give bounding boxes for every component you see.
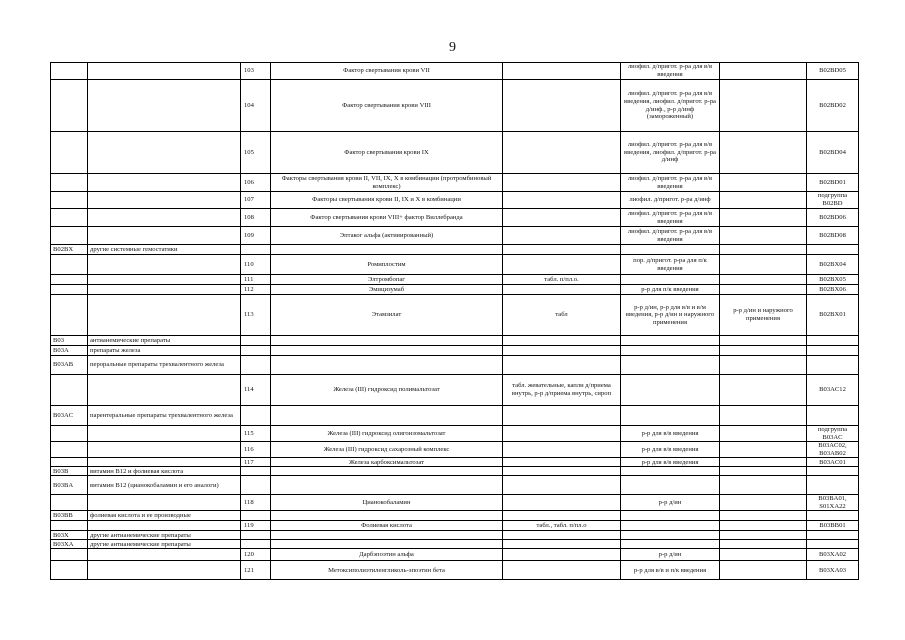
atc-reference-cell: подгруппа B03AC (807, 426, 859, 442)
form-injection-cell (621, 336, 720, 346)
item-number-cell: 113 (241, 295, 271, 336)
atc-reference-cell (807, 511, 859, 521)
table-row (51, 285, 859, 295)
form-injection-cell (621, 406, 720, 426)
form-tablet-cell (503, 245, 621, 255)
form-tablet-cell (503, 255, 621, 275)
atc-reference-cell: B03BA01, S01XA22 (807, 495, 859, 511)
form-other-cell (720, 275, 807, 285)
atc-reference-cell: B02BX01 (807, 295, 859, 336)
atc-reference-cell: B02BD08 (807, 227, 859, 245)
form-tablet-cell (503, 511, 621, 521)
atc-code-cell (51, 275, 88, 285)
item-number-cell: 103 (241, 63, 271, 80)
form-injection-cell (621, 540, 720, 549)
drug-name-cell: Фактор свертывания крови VII (271, 63, 503, 80)
form-injection-cell: лиофил. д/пригот. р-ра для в/в введения (621, 209, 720, 227)
atc-group-cell (88, 209, 241, 227)
table-row (51, 295, 859, 336)
form-tablet-cell (503, 192, 621, 209)
form-other-cell (720, 227, 807, 245)
atc-group-cell (88, 295, 241, 336)
drug-name-cell: Этамзилат (271, 295, 503, 336)
atc-reference-cell: B02BD01 (807, 174, 859, 192)
form-injection-cell: р-р д/ин (621, 549, 720, 561)
drug-name-cell: Железа (III) гидроксид олигоизомальтозат (271, 426, 503, 442)
item-number-cell (241, 511, 271, 521)
table-row (51, 406, 859, 426)
table-row (51, 245, 859, 255)
form-other-cell (720, 426, 807, 442)
atc-group-cell (88, 549, 241, 561)
table-row (51, 426, 859, 442)
item-number-cell: 106 (241, 174, 271, 192)
drug-name-cell (271, 406, 503, 426)
form-injection-cell (621, 245, 720, 255)
form-other-cell (720, 406, 807, 426)
form-injection-cell: р-р для п/к введения (621, 285, 720, 295)
atc-reference-cell: B02BX05 (807, 275, 859, 285)
item-number-cell: 117 (241, 458, 271, 467)
atc-group-cell (88, 426, 241, 442)
drug-name-cell: Железа (III) гидроксид сахарозный комплекс (271, 442, 503, 458)
drug-name-cell (271, 356, 503, 375)
form-other-cell (720, 132, 807, 174)
item-number-cell: 116 (241, 442, 271, 458)
atc-group-cell: витамин B12 (цианокобаламин и его аналоги) (88, 476, 241, 495)
atc-code-cell (51, 521, 88, 531)
form-tablet-cell (503, 209, 621, 227)
table-row (51, 467, 859, 476)
atc-group-cell: пероральные препараты трехвалентного железа (88, 356, 241, 375)
form-other-cell (720, 255, 807, 275)
atc-reference-cell: B03AC12 (807, 375, 859, 406)
form-tablet-cell (503, 467, 621, 476)
atc-group-cell (88, 174, 241, 192)
form-other-cell (720, 356, 807, 375)
form-injection-cell: р-р для в/в и п/к введения (621, 561, 720, 580)
form-other-cell (720, 80, 807, 132)
form-other-cell (720, 63, 807, 80)
form-injection-cell: лиофил. д/пригот. р-ра для в/в введения (621, 227, 720, 245)
atc-code-cell: B03AB (51, 356, 88, 375)
drug-name-cell: Фактор свертывания крови VIII+ фактор Виллебранда (271, 209, 503, 227)
atc-reference-cell (807, 356, 859, 375)
item-number-cell: 115 (241, 426, 271, 442)
drug-name-cell: Элтромбопаг (271, 275, 503, 285)
drug-table (50, 62, 859, 580)
atc-group-cell: другие антианемические препараты (88, 531, 241, 540)
table-row (51, 209, 859, 227)
form-other-cell (720, 174, 807, 192)
form-injection-cell: р-р д/ин (621, 495, 720, 511)
drug-name-cell (271, 336, 503, 346)
form-other-cell (720, 540, 807, 549)
atc-code-cell (51, 174, 88, 192)
form-tablet-cell: табл. п/пл.о. (503, 275, 621, 285)
atc-group-cell (88, 561, 241, 580)
atc-group-cell (88, 458, 241, 467)
drug-name-cell (271, 245, 503, 255)
table-row (51, 531, 859, 540)
form-tablet-cell (503, 476, 621, 495)
table-row (51, 255, 859, 275)
atc-group-cell (88, 285, 241, 295)
drug-name-cell: Фолиевая кислота (271, 521, 503, 531)
form-other-cell (720, 521, 807, 531)
form-tablet-cell (503, 285, 621, 295)
form-other-cell (720, 476, 807, 495)
form-injection-cell: р-р д/ин, р-р для в/в и в/м введения, р-р д/ин и наружного применения (621, 295, 720, 336)
atc-code-cell: B03AC (51, 406, 88, 426)
atc-code-cell (51, 458, 88, 467)
item-number-cell: 104 (241, 80, 271, 132)
atc-code-cell: B03XA (51, 540, 88, 549)
table-row (51, 561, 859, 580)
item-number-cell: 111 (241, 275, 271, 285)
drug-name-cell: Фактор свертывания крови IX (271, 132, 503, 174)
atc-code-cell: B03BA (51, 476, 88, 495)
atc-reference-cell: B02BD02 (807, 80, 859, 132)
atc-group-cell: препараты железа (88, 346, 241, 356)
form-other-cell (720, 458, 807, 467)
atc-group-cell: парентеральные препараты трехвалентного железа (88, 406, 241, 426)
form-tablet-cell (503, 426, 621, 442)
atc-group-cell: витамин B12 и фолиевая кислота (88, 467, 241, 476)
table-row (51, 336, 859, 346)
form-tablet-cell (503, 531, 621, 540)
drug-name-cell: Эптаког альфа (активированный) (271, 227, 503, 245)
atc-reference-cell (807, 336, 859, 346)
form-other-cell: р-р д/ин и наружного применения (720, 295, 807, 336)
form-injection-cell: лиофил. д/пригот. р-ра для в/в введения (621, 63, 720, 80)
atc-group-cell: другие системные гемостатики (88, 245, 241, 255)
table-row (51, 540, 859, 549)
atc-group-cell (88, 227, 241, 245)
atc-code-cell (51, 80, 88, 132)
form-injection-cell: р-р для в/в введения (621, 426, 720, 442)
form-tablet-cell (503, 356, 621, 375)
atc-group-cell (88, 63, 241, 80)
atc-code-cell (51, 549, 88, 561)
item-number-cell (241, 245, 271, 255)
table-row (51, 227, 859, 245)
form-tablet-cell (503, 227, 621, 245)
form-tablet-cell (503, 63, 621, 80)
drug-name-cell: Цианокобаламин (271, 495, 503, 511)
form-injection-cell (621, 511, 720, 521)
atc-code-cell: B03A (51, 346, 88, 356)
form-injection-cell: р-р для в/в введения (621, 458, 720, 467)
table-row (51, 192, 859, 209)
form-tablet-cell (503, 549, 621, 561)
form-tablet-cell (503, 495, 621, 511)
drug-name-cell (271, 467, 503, 476)
table-row (51, 356, 859, 375)
form-tablet-cell (503, 442, 621, 458)
table-row (51, 521, 859, 531)
form-tablet-cell (503, 132, 621, 174)
atc-reference-cell: B02BX04 (807, 255, 859, 275)
atc-reference-cell: B03AC01 (807, 458, 859, 467)
form-tablet-cell: табл (503, 295, 621, 336)
form-other-cell (720, 495, 807, 511)
drug-name-cell: Дарбэпоэтин альфа (271, 549, 503, 561)
item-number-cell (241, 346, 271, 356)
table-row (51, 375, 859, 406)
form-tablet-cell (503, 561, 621, 580)
form-other-cell (720, 375, 807, 406)
form-injection-cell (621, 531, 720, 540)
form-injection-cell (621, 275, 720, 285)
form-other-cell (720, 442, 807, 458)
form-injection-cell: лиофил. д/пригот. р-ра д/инф (621, 192, 720, 209)
atc-reference-cell: B02BD06 (807, 209, 859, 227)
item-number-cell: 118 (241, 495, 271, 511)
form-injection-cell: пор. д/пригот. р-ра для п/к введения (621, 255, 720, 275)
form-injection-cell (621, 467, 720, 476)
form-other-cell (720, 346, 807, 356)
item-number-cell (241, 467, 271, 476)
item-number-cell (241, 540, 271, 549)
item-number-cell (241, 336, 271, 346)
atc-reference-cell: B03XA03 (807, 561, 859, 580)
atc-reference-cell (807, 346, 859, 356)
atc-code-cell (51, 132, 88, 174)
item-number-cell: 120 (241, 549, 271, 561)
form-tablet-cell: табл., табл. п/пл.о (503, 521, 621, 531)
form-other-cell (720, 561, 807, 580)
form-injection-cell: лиофил. д/пригот. р-ра для в/в введения, лиофил. д/пригот. р-ра д/инф (621, 132, 720, 174)
atc-reference-cell: B03XA02 (807, 549, 859, 561)
drug-name-cell (271, 511, 503, 521)
atc-group-cell (88, 192, 241, 209)
page-number: 9 (449, 40, 456, 55)
atc-reference-cell: B03AC02, B03AB02 (807, 442, 859, 458)
atc-group-cell: другие антианемические препараты (88, 540, 241, 549)
atc-group-cell (88, 521, 241, 531)
form-other-cell (720, 336, 807, 346)
table-row (51, 549, 859, 561)
item-number-cell: 108 (241, 209, 271, 227)
table-row (51, 63, 859, 80)
form-tablet-cell: табл. жевательные, капли д/приема внутрь, р-р д/приема внутрь, сироп (503, 375, 621, 406)
atc-reference-cell: B02BX06 (807, 285, 859, 295)
drug-name-cell: Железа (III) гидроксид полимальтозат (271, 375, 503, 406)
form-tablet-cell (503, 458, 621, 467)
table-row (51, 458, 859, 467)
form-other-cell (720, 245, 807, 255)
item-number-cell (241, 476, 271, 495)
form-other-cell (720, 549, 807, 561)
form-tablet-cell (503, 346, 621, 356)
drug-name-cell (271, 346, 503, 356)
form-tablet-cell (503, 406, 621, 426)
form-injection-cell: лиофил. д/пригот. р-ра для в/в введения, лиофил. д/пригот. р-ра д/инф., р-р д/инф (замороженный) (621, 80, 720, 132)
drug-name-cell: Эмицизумаб (271, 285, 503, 295)
atc-code-cell (51, 561, 88, 580)
atc-reference-cell (807, 540, 859, 549)
atc-code-cell (51, 375, 88, 406)
item-number-cell (241, 531, 271, 540)
atc-reference-cell (807, 476, 859, 495)
form-other-cell (720, 285, 807, 295)
form-other-cell (720, 467, 807, 476)
form-tablet-cell (503, 540, 621, 549)
atc-group-cell (88, 80, 241, 132)
item-number-cell: 114 (241, 375, 271, 406)
atc-code-cell (51, 295, 88, 336)
atc-code-cell: B03X (51, 531, 88, 540)
drug-name-cell: Факторы свертывания крови II, IX и X в комбинации (271, 192, 503, 209)
table-row (51, 275, 859, 285)
atc-group-cell: фолиевая кислота и ее производные (88, 511, 241, 521)
atc-group-cell (88, 275, 241, 285)
drug-name-cell: Ромиплостим (271, 255, 503, 275)
table-row (51, 495, 859, 511)
atc-reference-cell: B02BD05 (807, 63, 859, 80)
table-row (51, 174, 859, 192)
atc-code-cell (51, 192, 88, 209)
atc-code-cell: B03BB (51, 511, 88, 521)
atc-code-cell (51, 285, 88, 295)
atc-group-cell: антианемические препараты (88, 336, 241, 346)
atc-reference-cell (807, 406, 859, 426)
atc-reference-cell (807, 467, 859, 476)
drug-name-cell: Метоксиполиэтиленгликоль-эпоэтин бета (271, 561, 503, 580)
form-tablet-cell (503, 80, 621, 132)
drug-name-cell (271, 540, 503, 549)
atc-reference-cell: B02BD04 (807, 132, 859, 174)
drug-name-cell: Фактор свертывания крови VIII (271, 80, 503, 132)
form-injection-cell (621, 356, 720, 375)
atc-group-cell (88, 442, 241, 458)
form-other-cell (720, 531, 807, 540)
drug-name-cell (271, 476, 503, 495)
atc-code-cell (51, 495, 88, 511)
atc-group-cell (88, 255, 241, 275)
atc-code-cell (51, 227, 88, 245)
atc-reference-cell: подгруппа B02BD (807, 192, 859, 209)
table-row (51, 80, 859, 132)
form-tablet-cell (503, 336, 621, 346)
table-row (51, 346, 859, 356)
item-number-cell: 112 (241, 285, 271, 295)
atc-reference-cell (807, 245, 859, 255)
table-row (51, 511, 859, 521)
atc-code-cell: B02BX (51, 245, 88, 255)
atc-code-cell (51, 255, 88, 275)
form-other-cell (720, 192, 807, 209)
item-number-cell: 107 (241, 192, 271, 209)
drug-name-cell (271, 531, 503, 540)
atc-code-cell (51, 209, 88, 227)
atc-code-cell: B03 (51, 336, 88, 346)
table-row (51, 476, 859, 495)
item-number-cell: 121 (241, 561, 271, 580)
drug-name-cell: Железа карбоксимальтозат (271, 458, 503, 467)
item-number-cell: 109 (241, 227, 271, 245)
atc-code-cell: B03B (51, 467, 88, 476)
form-other-cell (720, 209, 807, 227)
form-injection-cell (621, 476, 720, 495)
atc-reference-cell: B03BB01 (807, 521, 859, 531)
item-number-cell: 119 (241, 521, 271, 531)
atc-group-cell (88, 495, 241, 511)
atc-group-cell (88, 132, 241, 174)
atc-code-cell (51, 442, 88, 458)
form-injection-cell (621, 346, 720, 356)
item-number-cell: 110 (241, 255, 271, 275)
atc-reference-cell (807, 531, 859, 540)
form-injection-cell (621, 521, 720, 531)
form-injection-cell: лиофил. д/пригот. р-ра для в/в введения (621, 174, 720, 192)
item-number-cell: 105 (241, 132, 271, 174)
table-row (51, 442, 859, 458)
form-injection-cell (621, 375, 720, 406)
atc-code-cell (51, 63, 88, 80)
atc-group-cell (88, 375, 241, 406)
table-row (51, 132, 859, 174)
atc-code-cell (51, 426, 88, 442)
item-number-cell (241, 406, 271, 426)
form-injection-cell: р-р для в/в введения (621, 442, 720, 458)
form-tablet-cell (503, 174, 621, 192)
form-other-cell (720, 511, 807, 521)
drug-name-cell: Факторы свертывания крови II, VII, IX, X в комбинации (протромбиновый комплекс) (271, 174, 503, 192)
item-number-cell (241, 356, 271, 375)
